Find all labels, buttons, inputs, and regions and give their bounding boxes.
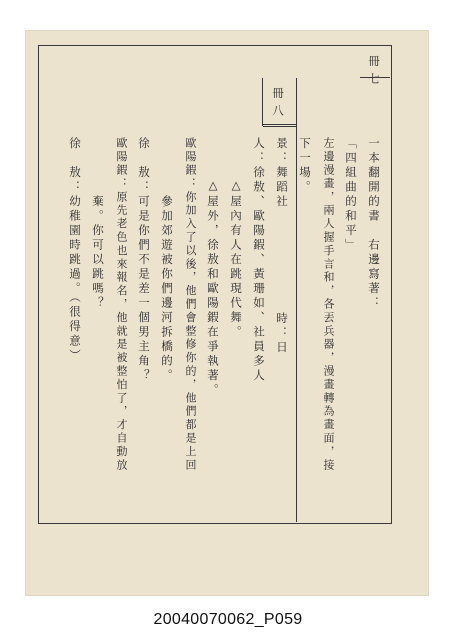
people-label: 人：徐敖、歐陽鍜、黃珊如、社員多人 <box>252 137 266 384</box>
dialogue-line: 參加郊遊被你們邊河拆橋的。 <box>160 137 174 384</box>
dialogue-line: 徐 敖：可是你們不是差一個男主角？ <box>137 137 151 384</box>
header-rule-left <box>262 124 296 125</box>
dialogue-line: △屋內有人在跳現代舞。 <box>229 178 243 340</box>
image-caption: 20040070062_P059 <box>153 611 303 628</box>
divider-scene <box>262 78 263 126</box>
text-column: 「四組曲的和平」 <box>344 137 358 253</box>
dialogue-line: 棄。你可以跳嗎？ <box>91 137 105 311</box>
divider-cols <box>296 78 297 522</box>
dialogue-line: 歐陽鍜：你加入了以後，他們會整修你的，他們都是上回 <box>184 137 197 472</box>
text-column: 左邊漫畫，兩人握手言和，各丟兵器，漫畫轉為畫面，接 <box>322 137 335 472</box>
scene-label: 景：舞蹈社 <box>275 137 289 210</box>
dialogue-line: △屋外，徐敖和歐陽鍜在爭執著。 <box>206 178 220 398</box>
dialogue-line: 歐陽鍜：原先老色也來報名，他就是被整怕了，才自動放 <box>115 137 128 472</box>
text-column: 下一場。 <box>298 137 312 195</box>
time-label: 時：日 <box>275 312 289 356</box>
header-col-a: 冊七 <box>367 55 381 90</box>
scene-bottom-rule <box>263 126 296 127</box>
dialogue-line: 徐 敖：幼稚園時跳過。（很得意） <box>68 137 82 364</box>
header-col-b: 冊八 <box>271 87 285 122</box>
text-column: 一本翻開的書 右邊寫著： <box>367 137 381 311</box>
